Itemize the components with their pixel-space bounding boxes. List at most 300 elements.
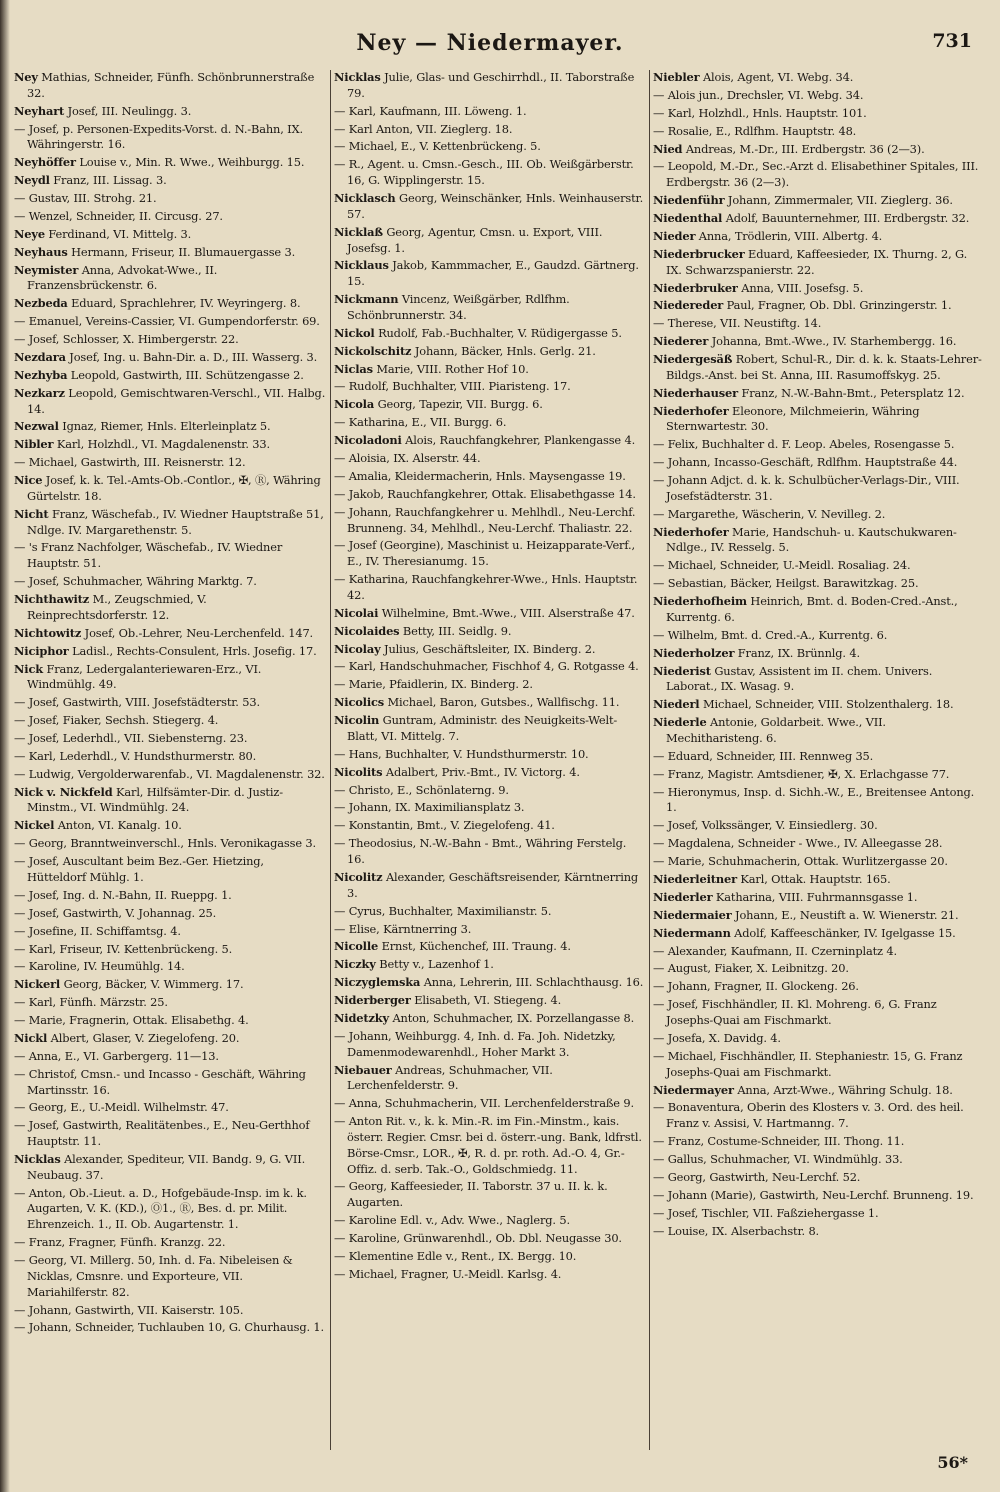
entry-text: — Josef, Gastwirth, V. Johannag. 25. — [14, 905, 217, 920]
entry-surname: Neymister — [14, 262, 79, 277]
entry-text: — Johann, Schneider, Tuchlauben 10, G. Churhausg. 1. — [14, 1320, 325, 1335]
directory-entry — [14, 386, 326, 418]
entry-surname: Nicolaides — [334, 623, 400, 638]
entry-text: — Josef, Gastwirth, VIII. Josefstädterstr. 53. — [14, 695, 260, 710]
entry-surname: Nicolle — [334, 939, 379, 954]
entry-text: — Marie, Schuhmacherin, Ottak. Wurlitzergasse 20. — [653, 854, 948, 869]
entry-text: Guntram, Administr. des Neuigkeits-Welt-Blatt, VI. Mittelg. 7. — [347, 713, 618, 743]
entry-text: Johann, Bäcker, Hnls. Gerlg. 21. — [411, 343, 596, 358]
entry-text: — Josef, Auscultant beim Bez.-Ger. Hietzing, Hütteldorf Mühlg. 1. — [14, 854, 264, 884]
entry-text: — Josef, Tischler, VII. Faßziehergasse 1. — [653, 1205, 879, 1220]
directory-entry — [14, 942, 326, 958]
directory-entry — [653, 818, 983, 834]
entry-text: — Johann (Marie), Gastwirth, Neu-Lerchf. Brunneng. 19. — [653, 1187, 974, 1202]
entry-text: — Hans, Buchhalter, V. Hundsthurmerstr. 10. — [334, 746, 589, 761]
directory-entry — [653, 1049, 983, 1081]
directory-entry — [653, 316, 983, 332]
directory-entry — [14, 1031, 326, 1047]
directory-entry — [14, 1253, 326, 1300]
entry-text: Georg, Tapezir, VII. Burgg. 6. — [374, 397, 543, 412]
entry-surname: Nieder — [653, 228, 696, 243]
directory-entry — [334, 225, 646, 257]
directory-entry — [14, 1100, 326, 1116]
entry-text: — Georg, E., U.-Meidl. Wilhelmstr. 47. — [14, 1100, 229, 1115]
entry-text: Eduard, Sprachlehrer, IV. Weyringerg. 8. — [67, 296, 301, 311]
column-2 — [334, 70, 646, 1452]
directory-entry — [334, 1231, 646, 1247]
directory-entry — [334, 1213, 646, 1229]
directory-entry — [14, 1013, 326, 1029]
directory-entry — [14, 350, 326, 366]
entry-surname: Nidetzky — [334, 1010, 389, 1025]
directory-entry — [334, 157, 646, 189]
entry-text: — Karl, Holzhdl., Hnls. Hauptstr. 101. — [653, 105, 867, 120]
page-header — [0, 30, 1000, 70]
directory-entry — [334, 783, 646, 799]
entry-surname: Nezdara — [14, 349, 66, 364]
directory-entry — [334, 713, 646, 745]
directory-entry — [653, 890, 983, 906]
entry-text: — Christof, Cmsn.- und Incasso - Geschäft, Währing Martinsstr. 16. — [14, 1066, 306, 1097]
entry-text: — Christo, E., Schönlaterng. 9. — [334, 782, 509, 797]
entry-text: Leopold, Gemischtwaren-Verschl., VII. Halbg. 14. — [27, 385, 326, 416]
entry-text: Vincenz, Weißgärber, Rdlfhm. Schönbrunnerstr. 34. — [347, 292, 570, 322]
directory-entry — [334, 904, 646, 920]
entry-surname: Niderberger — [334, 993, 411, 1008]
page-edge-shadow — [0, 0, 10, 1492]
entry-text: — Margarethe, Wäscherin, V. Nevilleg. 2. — [653, 506, 886, 521]
entry-text: Leopold, Gastwirth, III. Schützengasse 2. — [67, 367, 304, 382]
entry-text: Franz, IX. Brünnlg. 4. — [734, 645, 860, 660]
entry-text: Marie, Handschuh- u. Kautschukwaren-Ndlge., IV. Resselg. 5. — [666, 524, 957, 555]
directory-entry — [653, 785, 983, 817]
entry-surname: Nicklasch — [334, 191, 396, 206]
directory-entry — [334, 1011, 646, 1027]
directory-entry — [334, 606, 646, 622]
entry-text: — Gallus, Schuhmacher, VI. Windmühlg. 33. — [653, 1152, 903, 1166]
entry-text: Michael, Baron, Gutsbes., Wallfischg. 11. — [384, 695, 620, 710]
entry-text: Alois, Rauchfangkehrer, Plankengasse 4. — [401, 433, 636, 448]
directory-entry — [14, 1118, 326, 1150]
directory-entry — [334, 433, 646, 449]
entry-text: — Karl, Friseur, IV. Kettenbrückeng. 5. — [14, 941, 233, 956]
entry-surname: Niedereder — [653, 298, 724, 313]
directory-entry — [653, 872, 983, 888]
entry-text: Karl, Holzhdl., VI. Magdalenenstr. 33. — [53, 437, 270, 452]
directory-entry — [653, 404, 983, 436]
directory-entry — [334, 993, 646, 1009]
directory-entry — [334, 659, 646, 675]
entry-surname: Niciphor — [14, 643, 69, 658]
entry-surname: Nicht — [14, 506, 49, 521]
directory-entry — [653, 854, 983, 870]
entry-text: Anton, VI. Kanalg. 10. — [54, 818, 182, 833]
directory-entry — [334, 1096, 646, 1112]
entry-text: — Theodosius, N.-W.-Bahn - Bmt., Währing Ferstelg. 16. — [334, 836, 627, 867]
directory-entry — [653, 1031, 983, 1047]
entry-surname: Niedenführ — [653, 193, 725, 208]
directory-entry — [14, 191, 326, 207]
entry-text: Adolf, Bauunternehmer, III. Erdbergstr. 32. — [722, 211, 970, 226]
directory-entry — [653, 1224, 983, 1240]
directory-entry — [14, 906, 326, 922]
entry-text: — Alexander, Kaufmann, II. Czerninplatz 4. — [653, 943, 897, 958]
directory-entry — [14, 713, 326, 729]
entry-text: Mathias, Schneider, Fünfh. Schönbrunnerstraße 32. — [27, 70, 315, 100]
entry-surname: Nickel — [14, 818, 55, 833]
entry-text: — Johann, Rauchfangkehrer u. Mehlhdl., Neu-Lerchf. Brunneng. 34, Mehlhdl., Neu-Lerchf. Thaliastr. 22. — [334, 504, 636, 535]
entry-surname: Nick — [14, 661, 43, 676]
directory-entry — [14, 70, 326, 102]
directory-entry — [334, 191, 646, 223]
directory-entry — [14, 209, 326, 225]
entry-surname: Niederhofheim — [653, 594, 747, 609]
entry-text: — Rudolf, Buchhalter, VIII. Piaristeng. 17. — [334, 379, 571, 394]
entry-text: — Josef, Schlosser, X. Himbergerstr. 22. — [14, 332, 239, 347]
entry-surname: Neyhaus — [14, 244, 68, 259]
directory-entry — [653, 211, 983, 227]
entry-text: Antonie, Goldarbeit. Wwe., VII. Mechitharisteng. 6. — [666, 715, 886, 745]
entry-surname: Nicklas — [14, 1152, 61, 1166]
directory-entry — [334, 122, 646, 138]
directory-entry — [334, 975, 646, 991]
entry-text: — Anton Rit. v., k. k. Min.-R. im Fin.-Minstm., kais. österr. Regier. Cmsr. bei d. österr.-ung. Bank, ldfrstl. Börse-Cmsr., LOR., ✠, R. d. pr. roth. Ad.-O. 4, Gr.-Offiz. d. serb. Tak.-O., Goldschmiedg. 11. — [334, 1114, 642, 1176]
directory-entry — [14, 419, 326, 435]
entry-surname: Niederhofer — [653, 524, 729, 539]
signature-mark: 56* — [937, 1453, 968, 1472]
running-head: Ney — Niedermayer. — [356, 30, 624, 56]
directory-entry — [14, 977, 326, 993]
directory-entry — [334, 642, 646, 658]
entry-text: Josef, Ing. u. Bahn-Dir. a. D., III. Wasserg. 3. — [65, 349, 318, 364]
directory-entry — [14, 995, 326, 1011]
directory-entry — [14, 836, 326, 852]
entry-text: — Cyrus, Buchhalter, Maximilianstr. 5. — [334, 903, 552, 918]
entry-text: — Johann, Fragner, II. Glockeng. 26. — [653, 979, 859, 994]
entry-text: — Karoline Edl. v., Adv. Wwe., Naglerg. 5. — [334, 1213, 570, 1228]
entry-text: — Marie, Pfaidlerin, IX. Binderg. 2. — [334, 677, 533, 692]
entry-text: Josef, III. Neulingg. 3. — [64, 103, 192, 118]
entry-text: — Johann, Weihburgg. 4, Inh. d. Fa. Joh. Nidetzky, Damenmodewarenhdl., Hoher Markt 3. — [334, 1028, 616, 1059]
entry-text: Heinrich, Bmt. d. Boden-Cred.-Anst., Kurrentg. 6. — [666, 594, 958, 624]
entry-text: Eduard, Kaffeesieder, IX. Thurng. 2, G. IX. Schwarzspanierstr. 22. — [666, 246, 968, 277]
entry-text: Betty, III. Seidlg. 9. — [399, 623, 512, 638]
directory-entry — [653, 193, 983, 209]
entry-text: — Michael, Gastwirth, III. Reisnerstr. 12. — [14, 455, 246, 470]
entry-surname: Niedermaier — [653, 907, 732, 922]
entry-surname: Nice — [14, 473, 43, 488]
directory-entry — [334, 624, 646, 640]
entry-text: — Johann Adjct. d. k. k. Schulbücher-Verlags-Dir., VIII. Josefstädterstr. 31. — [653, 473, 960, 503]
directory-entry — [653, 961, 983, 977]
entry-text: Gustav, Assistent im II. chem. Univers. Laborat., IX. Wasag. 9. — [666, 663, 933, 694]
entry-text: — Franz, Costume-Schneider, III. Thong. 11. — [653, 1134, 905, 1149]
entry-surname: Niederbruker — [653, 280, 738, 295]
entry-surname: Nichthawitz — [14, 592, 90, 607]
entry-text: Albert, Glaser, V. Ziegelofeng. 20. — [47, 1030, 240, 1045]
entry-text: — Georg, Branntweinverschl., Hnls. Veronikagasse 3. — [14, 836, 316, 851]
directory-entry — [14, 749, 326, 765]
directory-entry — [14, 245, 326, 261]
directory-entry — [653, 558, 983, 574]
entry-surname: Niederist — [653, 663, 711, 678]
directory-entry — [14, 626, 326, 642]
entry-text: — Alois jun., Drechsler, VI. Webg. 34. — [653, 87, 864, 102]
entry-text: Anna, VIII. Josefsg. 5. — [737, 280, 864, 295]
entry-text: Johann, E., Neustift a. W. Wienerstr. 21. — [731, 907, 959, 922]
directory-entry — [334, 765, 646, 781]
entry-text: Karl, Hilfsämter-Dir. d. Justiz-Minstm., VI. Windmühlg. 24. — [27, 784, 283, 815]
directory-entry — [653, 142, 983, 158]
entry-surname: Nicolits — [334, 764, 383, 779]
directory-entry — [14, 314, 326, 330]
entry-text: — Emanuel, Vereins-Cassier, VI. Gumpendorferstr. 69. — [14, 314, 320, 329]
directory-entry — [334, 397, 646, 413]
entry-text: — 's Franz Nachfolger, Wäschefab., IV. Wiedner Hauptstr. 51. — [14, 540, 283, 571]
directory-entry — [14, 332, 326, 348]
entry-text: Andreas, Schuhmacher, VII. Lerchenfelderstr. 9. — [347, 1062, 553, 1093]
entry-text: — August, Fiaker, X. Leibnitzg. 20. — [653, 961, 849, 976]
directory-entry — [334, 139, 646, 155]
directory-entry — [334, 258, 646, 290]
directory-entry — [334, 1249, 646, 1265]
directory-entry — [334, 379, 646, 395]
directory-entry — [14, 368, 326, 384]
entry-text: — Josefine, II. Schiffamtsg. 4. — [14, 923, 181, 938]
directory-entry — [653, 908, 983, 924]
entry-surname: Nied — [653, 141, 683, 156]
entry-text: — Gustav, III. Strohg. 21. — [14, 191, 157, 206]
entry-surname: Nezwal — [14, 419, 59, 434]
entry-text: — Anna, Schuhmacherin, VII. Lerchenfelderstraße 9. — [334, 1096, 634, 1111]
entry-surname: Niebler — [653, 70, 700, 84]
entry-text: — Katharina, E., VII. Burgg. 6. — [334, 415, 507, 430]
directory-entry — [14, 662, 326, 694]
directory-entry — [334, 292, 646, 324]
entry-text: Georg, Bäcker, V. Wimmerg. 17. — [60, 977, 244, 992]
directory-entry — [14, 455, 326, 471]
directory-entry — [334, 957, 646, 973]
entry-text: Franz, III. Lissag. 3. — [49, 173, 167, 188]
directory-entry — [14, 767, 326, 783]
directory-entry — [653, 437, 983, 453]
directory-entry — [653, 576, 983, 592]
directory-entry — [14, 473, 326, 505]
entry-text: Karl, Ottak. Hauptstr. 165. — [736, 872, 891, 887]
entry-surname: Neydl — [14, 173, 50, 188]
entry-surname: Niederhauser — [653, 385, 739, 400]
directory-entry — [14, 731, 326, 747]
entry-surname: Niebauer — [334, 1062, 392, 1077]
entry-text: — Hieronymus, Insp. d. Sichh.-W., E., Breitensee Antong. 1. — [653, 784, 975, 815]
directory-entry — [14, 155, 326, 171]
entry-text: — Karl, Kaufmann, III. Löweng. 1. — [334, 103, 527, 118]
directory-entry — [14, 644, 326, 660]
entry-text: Josef, k. k. Tel.-Amts-Ob.-Contlor., ✠, Ⓡ, Währing Gürtelstr. 18. — [27, 473, 321, 503]
entry-surname: Niczyglemska — [334, 975, 421, 990]
directory-entry — [653, 229, 983, 245]
directory-entry — [653, 334, 983, 350]
directory-entry — [14, 263, 326, 295]
entry-surname: Nickl — [14, 1030, 48, 1045]
entry-text: — Franz, Magistr. Amtsdiener, ✠, X. Erlachgasse 77. — [653, 766, 950, 781]
entry-text: — Marie, Fragnerin, Ottak. Elisabethg. 4. — [14, 1013, 249, 1028]
directory-entry — [14, 437, 326, 453]
directory-entry — [334, 344, 646, 360]
entry-surname: Nickolschitz — [334, 343, 412, 358]
entry-text: Anna, Advokat-Wwe., II. Franzensbrückenstr. 6. — [27, 262, 218, 293]
directory-entry — [653, 247, 983, 279]
entry-text: — Josef, Gastwirth, Realitätenbes., E., Neu-Gerthhof Hauptstr. 11. — [14, 1118, 310, 1149]
entry-text: — Konstantin, Bmt., V. Ziegelofeng. 41. — [334, 818, 555, 833]
directory-entry — [14, 296, 326, 312]
entry-text: — Josefa, X. Davidg. 4. — [653, 1030, 781, 1045]
directory-entry — [334, 505, 646, 537]
directory-entry — [334, 818, 646, 834]
column-1 — [14, 70, 326, 1452]
entry-text: — Michael, Fischhändler, II. Stephaniestr. 15, G. Franz Josephs-Quai am Fischmarkt. — [653, 1048, 963, 1079]
directory-entry — [653, 507, 983, 523]
entry-surname: Nichtowitz — [14, 625, 82, 640]
entry-text: — Johann, Gastwirth, VII. Kaiserstr. 105. — [14, 1302, 244, 1317]
entry-text: — Magdalena, Schneider - Wwe., IV. Alleegasse 28. — [653, 836, 943, 851]
directory-entry — [653, 767, 983, 783]
entry-text: Paul, Fragner, Ob. Dbl. Grinzingerstr. 1. — [723, 298, 952, 313]
directory-entry — [334, 70, 646, 102]
directory-entry — [653, 1152, 983, 1168]
entry-surname: Nicklas — [334, 70, 381, 84]
entry-text: — Karl, Handschuhmacher, Fischhof 4, G. Rotgasse 4. — [334, 659, 639, 674]
entry-text: — Louise, IX. Alserbachstr. 8. — [653, 1223, 820, 1238]
entry-text: Katharina, VIII. Fuhrmannsgasse 1. — [712, 889, 918, 904]
entry-text: Josef, Ob.-Lehrer, Neu-Lerchenfeld. 147. — [81, 625, 314, 640]
entry-surname: Niedermayer — [653, 1082, 734, 1097]
entry-text: Johanna, Bmt.-Wwe., IV. Starhembergg. 16. — [708, 334, 957, 349]
directory-entry — [653, 281, 983, 297]
entry-text: — Karl, Lederhdl., V. Hundsthurmerstr. 80. — [14, 748, 257, 763]
entry-text: — Georg, Kaffeesieder, II. Taborstr. 37 u. II. k. k. Augarten. — [334, 1179, 608, 1210]
entry-text: Julie, Glas- und Geschirrhdl., II. Taborstraße 79. — [347, 70, 635, 100]
entry-text: — R., Agent. u. Cmsn.-Gesch., III. Ob. Weißgärberstr. 16, G. Wipplingerstr. 15. — [334, 157, 634, 188]
entry-text: Michael, Schneider, VIII. Stolzenthalerg. 18. — [699, 697, 954, 712]
directory-entry — [334, 104, 646, 120]
entry-text: — Franz, Fragner, Fünfh. Kranzg. 22. — [14, 1235, 226, 1250]
entry-text: Ferdinand, VI. Mittelg. 3. — [44, 226, 192, 241]
directory-entry — [653, 997, 983, 1029]
directory-entry — [14, 888, 326, 904]
entry-text: Eleonore, Milchmeierin, Währing Sternwartestr. 30. — [666, 403, 920, 434]
entry-surname: Niederle — [653, 715, 707, 730]
entry-surname: Nickerl — [14, 977, 61, 992]
entry-text: — Eduard, Schneider, III. Rennweg 35. — [653, 748, 874, 763]
directory-entry — [14, 1320, 326, 1336]
entry-surname: Neye — [14, 226, 45, 241]
entry-text: M., Zeugschmied, V. Reinprechtsdorferstr. 12. — [27, 592, 207, 622]
directory-entry — [14, 854, 326, 886]
entry-text: — Josef (Georgine), Maschinist u. Heizapparate-Verf., E., IV. Theresianumg. 15. — [334, 538, 635, 569]
directory-entry — [334, 572, 646, 604]
entry-text: Betty v., Lazenhof 1. — [375, 957, 494, 972]
entry-text: Anna, Trödlerin, VIII. Albertg. 4. — [695, 228, 883, 243]
entry-surname: Niczky — [334, 957, 376, 972]
directory-entry — [653, 1188, 983, 1204]
directory-entry — [334, 451, 646, 467]
directory-entry — [334, 677, 646, 693]
directory-entry — [653, 1170, 983, 1186]
entry-text: Alexander, Spediteur, VII. Bandg. 9, G. VII. Neubaug. 37. — [27, 1152, 306, 1182]
directory-entry — [14, 924, 326, 940]
entry-text: Wilhelmine, Bmt.-Wwe., VIII. Alserstraße 47. — [378, 605, 635, 620]
entry-text: — Sebastian, Bäcker, Heilgst. Barawitzkag. 25. — [653, 576, 919, 591]
entry-text: — Klementine Edle v., Rent., IX. Bergg. 10. — [334, 1248, 577, 1263]
page-number: 731 — [932, 30, 972, 52]
directory-entry — [653, 944, 983, 960]
entry-surname: Nezhyba — [14, 367, 68, 382]
entry-text: — Bonaventura, Oberin des Klosters v. 3. Ord. des heil. Franz v. Assisi, V. Hartmanng. 7. — [653, 1100, 964, 1131]
directory-entry — [14, 695, 326, 711]
directory-entry — [14, 173, 326, 189]
directory-entry — [653, 1206, 983, 1222]
directory-entry — [653, 979, 983, 995]
directory-entry — [14, 540, 326, 572]
entry-text: Ernst, Küchenchef, III. Traung. 4. — [378, 939, 571, 954]
entry-text: — Josef, Volkssänger, V. Einsiedlerg. 30. — [653, 818, 878, 833]
entry-surname: Niederleitner — [653, 872, 737, 887]
directory-entry — [334, 939, 646, 955]
entry-surname: Nicolitz — [334, 869, 383, 884]
directory-entry — [653, 70, 983, 86]
directory-entry — [334, 1063, 646, 1095]
entry-text: — Georg, Gastwirth, Neu-Lerchf. 52. — [653, 1169, 861, 1184]
entry-text: — Johann, IX. Maximiliansplatz 3. — [334, 800, 525, 815]
entry-text: Marie, VIII. Rother Hof 10. — [372, 361, 529, 376]
entry-text: Andreas, M.-Dr., III. Erdbergstr. 36 (2—3). — [682, 141, 925, 156]
directory-entry — [14, 818, 326, 834]
entry-text: Anton, Schuhmacher, IX. Porzellangasse 8. — [389, 1010, 635, 1025]
directory-entry — [334, 362, 646, 378]
directory-entry — [653, 697, 983, 713]
entry-text: — Wilhelm, Bmt. d. Cred.-A., Kurrentg. 6. — [653, 627, 888, 642]
entry-surname: Niedermann — [653, 925, 731, 940]
directory-entry — [334, 469, 646, 485]
directory-entry — [334, 870, 646, 902]
entry-text: Alexander, Geschäftsreisender, Kärntnerring 3. — [347, 869, 639, 900]
entry-text: Johann, Zimmermaler, VII. Zieglerg. 36. — [724, 193, 953, 208]
entry-text: — Karoline, Grünwarenhdl., Ob. Dbl. Neugasse 30. — [334, 1230, 622, 1245]
entry-surname: Niclas — [334, 361, 373, 376]
entry-surname: Nicolin — [334, 713, 380, 728]
directory-entry — [14, 574, 326, 590]
entry-text: — Josef, Fiaker, Sechsh. Stiegerg. 4. — [14, 713, 219, 728]
entry-text: Alois, Agent, VI. Webg. 34. — [699, 70, 854, 84]
column-3 — [653, 70, 983, 1452]
entry-text: — Josef, Schuhmacher, Währing Marktg. 7. — [14, 574, 257, 589]
directory-entry — [653, 352, 983, 384]
entry-text: Georg, Weinschänker, Hnls. Weinhauserstr. 57. — [347, 191, 644, 221]
directory-entry — [653, 628, 983, 644]
directory-entry — [14, 122, 326, 154]
entry-text: Julius, Geschäftsleiter, IX. Binderg. 2. — [380, 641, 596, 656]
entry-surname: Neyhöffer — [14, 155, 76, 170]
directory-entry — [653, 124, 983, 140]
directory-entry — [14, 227, 326, 243]
entry-text: Anna, Arzt-Wwe., Währing Schulg. 18. — [733, 1082, 953, 1097]
entry-text: — Michael, E., V. Kettenbrückeng. 5. — [334, 139, 541, 154]
directory-entry — [653, 525, 983, 557]
column-rule — [649, 70, 650, 1450]
entry-text: Adolf, Kaffeeschänker, IV. Igelgasse 15. — [730, 925, 956, 940]
directory-entry — [14, 959, 326, 975]
